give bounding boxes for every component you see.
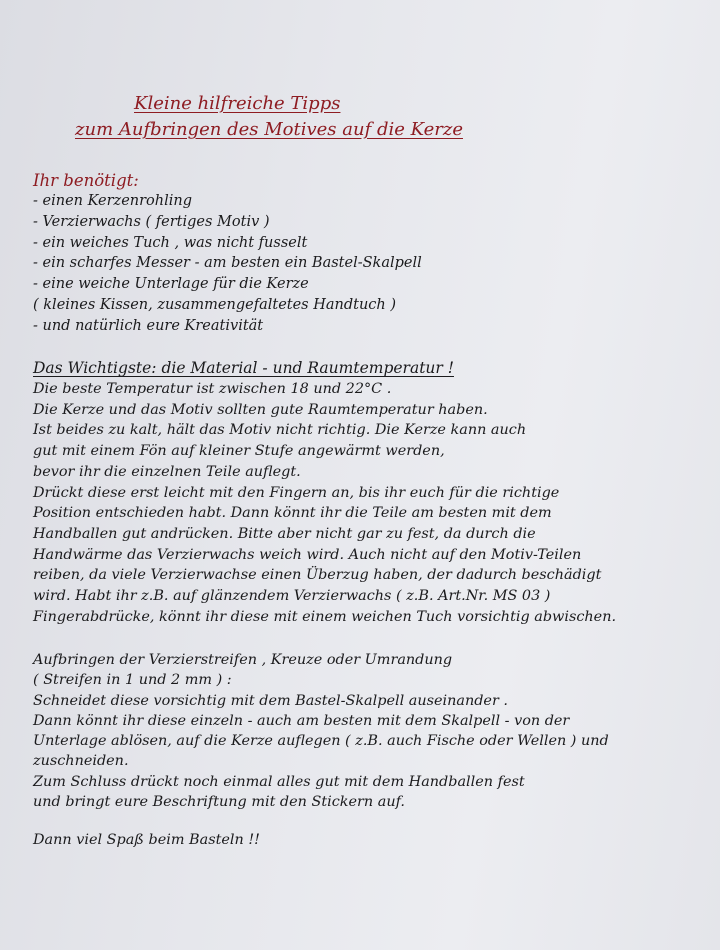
text-line: Ist beides zu kalt, hält das Motiv nicht richtig. Die Kerze kann auch <box>33 422 527 439</box>
text-line: Schneidet diese vorsichtig mit dem Bastel-Skalpell auseinander . <box>33 692 508 709</box>
text-line: Unterlage ablösen, auf die Kerze auflegen ( z.B. auch Fische oder Wellen ) und <box>33 733 609 750</box>
strips-paragraph <box>33 650 609 812</box>
text-line: gut mit einem Fön auf kleiner Stufe angewärmt werden, <box>33 443 445 460</box>
text-line: Handwärme das Verzierwachs weich wird. Auch nicht auf den Motiv-Teilen <box>33 546 582 563</box>
text-line: Die beste Temperatur ist zwischen 18 und 22°C . <box>33 381 392 397</box>
closing-line: Dann viel Spaß beim Basteln !! <box>33 832 260 848</box>
temperature-section <box>33 358 616 627</box>
text-line: Die Kerze und das Motiv sollten gute Raumtemperatur haben. <box>33 401 488 418</box>
temperature-heading: Das Wichtigste: die Material - und Raumtemperatur ! <box>33 359 454 377</box>
text-line: Drückt diese erst leicht mit den Fingern an, bis ihr euch für die richtige <box>33 484 560 501</box>
text-line: wird. Habt ihr z.B. auf glänzendem Verzierwachs ( z.B. Art.Nr. MS 03 ) <box>33 588 551 605</box>
text-line: und bringt eure Beschriftung mit den Stickern auf. <box>33 794 405 811</box>
title-line-1: Kleine hilfreiche Tipps <box>134 93 341 114</box>
text-line: Fingerabdrücke, könnt ihr diese mit einem weichen Tuch vorsichtig abwischen. <box>33 608 617 625</box>
text-line: Aufbringen der Verzierstreifen , Kreuze oder Umrandung <box>33 652 453 668</box>
materials-item: - ein scharfes Messer - am besten ein Bastel-Skalpell <box>33 255 422 272</box>
materials-item: - Verzierwachs ( fertiges Motiv ) <box>33 213 270 230</box>
text-line: Zum Schluss drückt noch einmal alles gut mit dem Handballen fest <box>33 773 525 790</box>
text-line: reiben, da viele Verzierwachse einen Überzug haben, der dadurch beschädigt <box>33 567 602 584</box>
text-line: Dann könnt ihr diese einzeln - auch am besten mit dem Skalpell - von der <box>33 712 570 729</box>
text-line: zuschneiden. <box>33 753 129 770</box>
text-line: Handballen gut andrücken. Bitte aber nicht gar zu fest, da durch die <box>33 525 536 542</box>
text-line: Position entschieden habt. Dann könnt ihr die Teile am besten mit dem <box>33 505 552 522</box>
materials-list <box>33 191 422 337</box>
materials-item: - ein weiches Tuch , was nicht fusselt <box>33 234 308 251</box>
title-line-2: zum Aufbringen des Motives auf die Kerze <box>75 119 463 140</box>
materials-item: - einen Kerzenrohling <box>33 193 193 209</box>
materials-heading: Ihr benötigt: <box>33 171 139 190</box>
materials-item: ( kleines Kissen, zusammengefaltetes Handtuch ) <box>33 296 397 313</box>
materials-section <box>33 170 422 337</box>
materials-item: - eine weiche Unterlage für die Kerze <box>33 276 309 293</box>
materials-item: - und natürlich eure Kreativität <box>33 317 264 334</box>
temperature-paragraph <box>33 379 616 627</box>
text-line: bevor ihr die einzelnen Teile auflegt. <box>33 463 301 480</box>
strips-section <box>33 650 609 812</box>
text-line: ( Streifen in 1 und 2 mm ) : <box>33 672 232 689</box>
